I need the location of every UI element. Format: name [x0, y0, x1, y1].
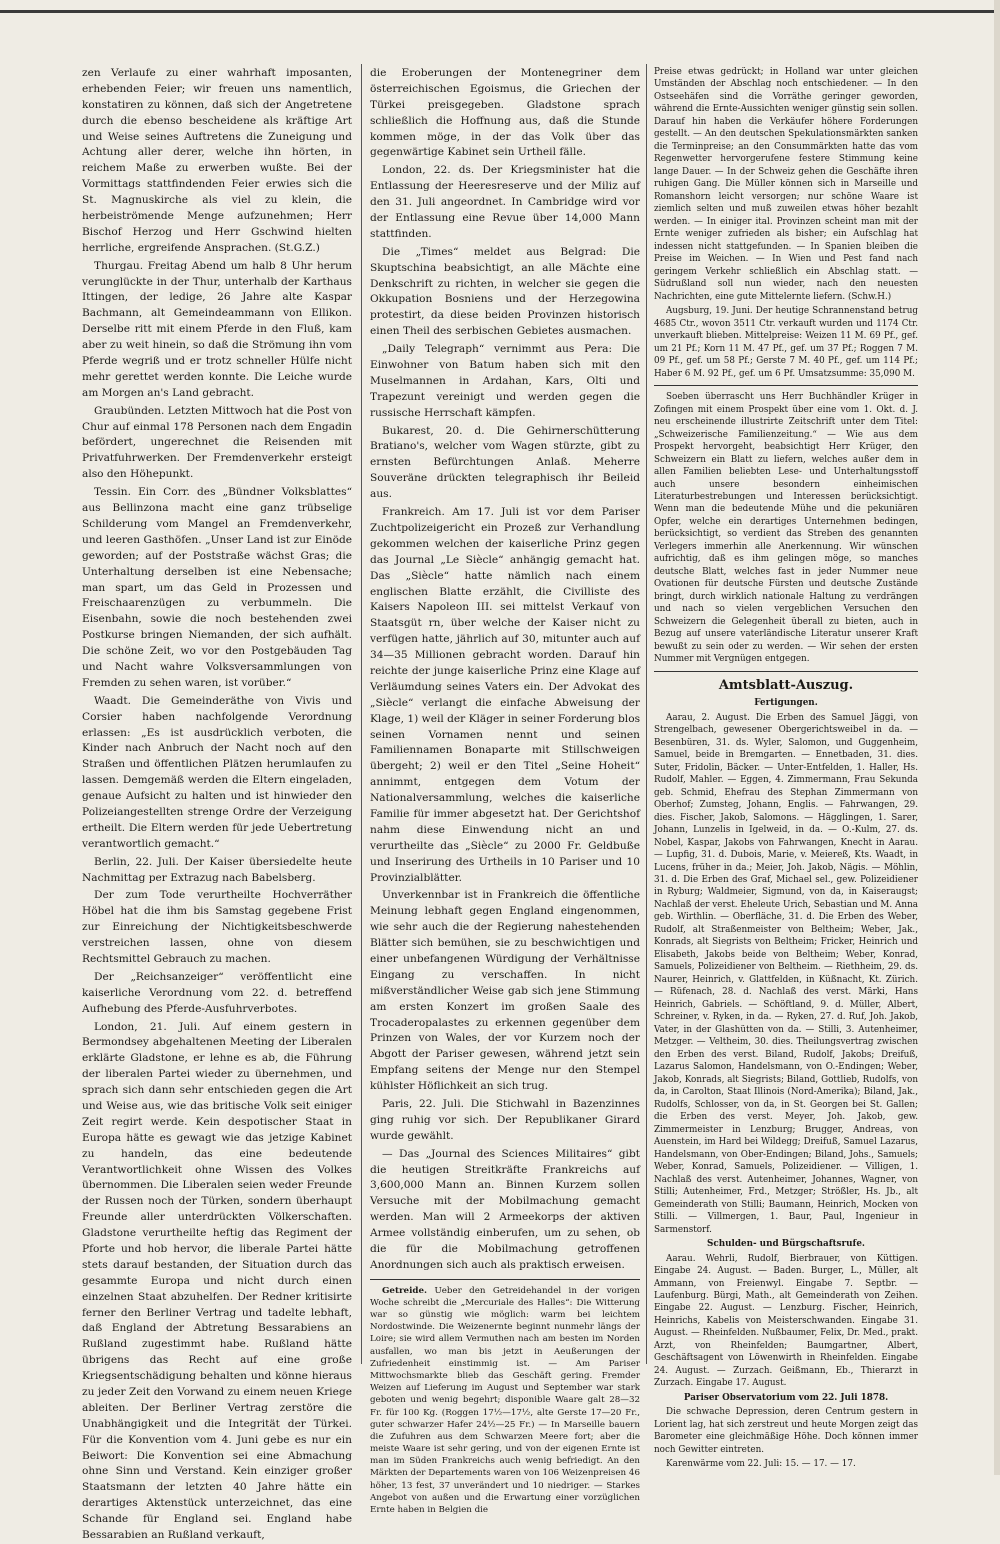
column-divider [646, 64, 647, 1364]
page-edge [994, 0, 1000, 1475]
fertigungen-list: Aarau, 2. August. Die Erben des Samuel Jäggi, von Strengelbach, gewesener Obergerichtsweibel in da. — Besenbüren, 31. ds. Wyler, Salomon, und Guggenheim, Samuel, beide in Bremgarten. — Ennetbaden, 31. dies. Suter, Fridolin, Bäcker. — Unter-Entfelden, 1. Haller, Hs. Rudolf, Mahler. — Eggen, 4. Zimmermann, Frau Sekunda geb. Schmid, Ehefrau des Stephan Zimmermann von Oberhof; Zumsteg, Johann, Englis. — Fahrwangen, 29. dies. Fischer, Jakob, Salomons. — Hägglingen, 1. Sarer, Johann, Lunzelis in Igelweid, in da. — O.-Kulm, 27. ds. Nobel, Kaspar, Jakobs von Fahrwangen, Knecht in Aarau. — Lupfig, 31. d. Dubois, Marie, v. Meiereß, Kts. Waadt, in Lucens, früher in da.; Meier, Joh. Jakob, Nägis. — Möhlin, 31. d. Die Erben des Graf, Michael sel., gew. Polizeidiener in Ryburg; Waldmeier, Sigmund, von da, in Kaiseraugst; Nachlaß der verst. Eheleute Urich, Sebastian und M. Anna geb. Wirthlin. — Oberfläche, 31. d. Die Erben des Weber, Rudolf, alt Straßenmeister von Beltheim; Weber, Jak., Konrads, alt Siegrists von Beltheim; Fricker, Heinrich und Elisabeth, Jakobs beide von Beltheim; Weber, Konrad, Samuels, Polizeidiener von Beltheim. — Riethheim, 29. ds. Naurer, Heinrich, v. Glattfelden, in Küßnacht, Kt. Zürich. — Rüfenach, 28. d. Nachlaß des verst. Märki, Hans Heinrich, Gabriels. — Schöftland, 9. d. Müller, Albert, Schreiner, v. Ryken, in da. — Ryken, 27. d. Ruf, Joh. Jakob, Vater, in der Glashütten von da. — Stilli, 3. Autenheimer, Metzger. — Veltheim, 30. dies. Theilungsvertrag zwischen den Erben des verst. Biland, Rudolf, Jakobs; Dreifuß, Lazarus Salomon, Handelsmann, von O.-Endingen; Weber, Jakob, Konrads, alt Siegrists; Biland, Gottlieb, Rudolfs, von da, in Carolton, Staat Illinois (Nord-Amerika); Biland, Jak., Rudolfs, Schlosser, von da, in St. Georgen bei St. Gallen; die Erben des verst. Meyer, Joh. Jakob, gew. Zimmermeister in Lenzburg; Brugger, Andreas, von Auenstein, im Hard bei Wildegg; Dreifuß, Samuel Lazarus, Handelsmann, von Ober-Endingen; Biland, Johs., Samuels; Weber, Konrad, Samuels, Polizeidiener. — Villigen, 1. Nachlaß des verst. Autenheimer, Johannes, Wagner, von Stilli; Autenheimer, Frd., Metzger; Strößler, Hs. Jb., alt Gemeinderath von Stilli; Baumann, Heinrich, Mocken von Stilli. — Villmergen, 1. Baur, Paul, Ingenieur in Sarmenstorf. [654, 712, 918, 1235]
warme-readout: Karenwärme vom 22. Juli: 15. — 17. — 17. [666, 1459, 856, 1470]
observatorium-text: Die schwache Depression, deren Centrum gestern in Lorient lag, hat sich zerstreut und heute Morgen zeigt das Barometer eine gleichmäßige Höhe. Doch können immer noch Gewitter eintreten. [654, 1407, 918, 1455]
schulden-heading: Schulden- und Bürgschaftsrufe. [706, 1239, 865, 1250]
augsburg-report: Augsburg, 19. Juni. Der heutige Schrannenstand betrug 4685 Ctr., wovon 3511 Ctr. verkauft wurden und 1174 Ctr. unverkauft blieben. Mittelpreise: Weizen 11 M. 69 Pf., gef. um 21 Pf.; Korn 11 M. 47 Pf., gef. um 37 Pf.; Roggen 7 M. 09 Pf., gef. um 58 Pf.; Gerste 7 M. 40 Pf., gef. um 114 Pf.; Haber 6 M. 92 Pf., gef. um 6 Pf. Umsatzsumme: 35,090 M. [654, 306, 918, 379]
amtsblatt-title: Amtsblatt-Auszug. [718, 677, 854, 693]
kruger-announcement: Soeben überrascht uns Herr Buchhändler Krüger in Zofingen mit einem Prospekt über eine vom 1. Okt. d. J. neu erscheinende illustrirte Zeitschrift unter dem Titel: „Schweizerische Familienzeitung.“ — Wie aus dem Prospekt hervorgeht, beabsichtigt Herr Krüger, den Schweizern ein Blatt zu liefern, welches außer dem in allen Familien beliebten Lese- und Unterhaltungsstoff auch unsere besondern einheimischen Literaturbestrebungen und Interessen berücksichtigt. Wenn man die bedeutende Mühe und die pekuniären Opfer, welche ein derartiges Unternehmen bedingen, berücksichtigt, so verdient das Streben des genannten Verlegers immerhin alle Anerkennung. Wir wünschen aufrichtig, daß es ihm gelingen möge, so manches deutsche Blatt, welches fast in jeder Nummer neue Ovationen für deutsche Fürsten und deutsche Zustände bringt, durch wirklich nationale Haltung zu verdrängen und nach so vielen vergeblichen Versuchen den Schweizern die Gelegenheit überall zu bieten, auch in Bezug auf unsere vaterländische Literatur unserer Kraft bewußt zu sein oder zu werden. — Wir sehen der ersten Nummer mit Vergnügen entgegen. [654, 392, 918, 665]
article-thurgau: Thurgau. Freitag Abend um halb 8 Uhr herum verunglückte in der Thur, unterhalb der Karthaus Ittingen, der ledige, 26 Jahre alte Kaspar Bachmann, alt Gemeindeammann von Ellikon. Derselbe ritt mit einem Pferde in den Fluß, kam aber zu weit hinein, so daß die Strömung ihn vom Pferde wegriß und er trotz schneller Hülfe nicht mehr gerettet werden konnte. Die Leiche wurde am Morgen an's Land gebracht. [82, 259, 352, 399]
article-berlin: Berlin, 22. Juli. Der Kaiser übersiedelte heute Nachmittag per Extrazug nach Babelsberg. [82, 855, 352, 884]
article-paragraph: die Eroberungen der Montenegriner dem österreichischen Egoismus, die Griechen der Türkei preisgegeben. Gladstone sprach schließlich die Hoffnung aus, daß die Stunde kommen möge, in der das Volk über das gegenwärtige Kabinet sein Urtheil fälle. [370, 67, 640, 159]
column-divider [361, 64, 362, 1364]
observatorium-heading: Pariser Observatorium vom 22. Juli 1878. [683, 1392, 889, 1403]
article-london: London, 21. Juli. Auf einem gestern in Bermondsey abgehaltenen Meeting der Liberalen erklärte Gladstone, er lehne es ab, die Führung der liberalen Partei wieder zu übernehmen, und sprach sich dann sehr entschieden gegen die Art und Weise aus, wie das britische Volk seit einiger Zeit regirt werde. Kein despotischer Staat in Europa hätte es gewagt wie das jetzige Kabinet zu handeln, das eine bedeutende Verantwortlichkeit ohne Wissen des Volkes übernommen. Die Liberalen seien weder Freunde der Russen noch der Türken, sondern überhaupt Freunde aller unterdrückten Völkerschaften. Gladstone verurtheilte heftig das Regiment der Pforte und hob hervor, die liberale Partei hätte stets darauf bestanden, der Situation durch das gesammte Europa und nicht durch einen einzelnen Staat abzuhelfen. Der Redner kritisirte ferner den Berliner Vertrag und tadelte lebhaft, daß England der Abtretung Bessarabiens an Rußland zugestimmt habe. Rußland hätte übrigens das Recht auf eine große Kriegsentschädigung behalten und könne hieraus zu jeder Zeit den Vorwand zu einem neuen Kriege ableiten. Der Berliner Vertrag zerstöre die Unabhängigkeit und die Integrität der Türkei. Für die Konvention vom 4. Juni gebe es nur ein Beiwort: Die Konvention sei eine Abmachung ohne Sinn und Verstand. Kein einziger großer Staatsmann der letzten 40 Jahre hätte ein derartiges Aktenstück unterzeichnet, das eine Schande für England sei. England habe Bessarabien an Rußland verkauft, [82, 1020, 352, 1542]
schulden-list: Aarau. Wehrli, Rudolf, Bierbrauer, von Küttigen. Eingabe 24. August. — Baden. Burger, L., Müller, alt Ammann, von Freienwyl. Eingabe 7. Septbr. — Laufenburg. Bürgi, Math., alt Gemeinderath von Zeihen. Eingabe 22. August. — Lenzburg. Fischer, Heinrich, Heinrichs, Kabelis von Meisterschwanden. Eingabe 31. August. — Rheinfelden. Nußbaumer, Felix, Dr. Med., prakt. Arzt, von Rheinfelden; Baumgartner, Albert, Geschäftsagent von Löwenwirth in Rheinfelden. Eingabe 24. August. — Zurzach. Geißmann, Eb., Thierarzt in Zurzach. Eingabe 17. August. [654, 1253, 918, 1389]
article-paris: Paris, 22. Juli. Die Stichwahl in Bazenzinnes ging ruhig vor sich. Der Republikaner Girard wurde gewählt. [370, 1098, 640, 1142]
article-times: Die „Times“ meldet aus Belgrad: Die Skuptschina beabsichtigt, an alle Mächte eine Denkschrift zu richten, in welcher sie gegen die Okkupation Bosniens und der Herzegowina protestirt, da diese beiden Provinzen historisch einen Theil des serbischen Gebietes ausmachen. [370, 245, 640, 338]
article-bukarest: Bukarest, 20. d. Die Gehirnerschütterung Bratiano's, welcher vom Wagen stürzte, gibt zu ernsten Befürchtungen Anlaß. Meherre Souveräne drückten telegraphisch ihr Beileid aus. [370, 424, 640, 501]
article-paragraph: zen Verlaufe zu einer wahrhaft imposanten, erhebenden Feier; wir freuen uns namentlich, konstatiren zu können, daß sich der Angetretene durch die ebenso bescheidene als kräftige Art und Weise seines Auftretens die Zuneigung und Achtung aller derer, welche ihn hörten, in reichem Maße zu erwerben wußte. Bei der Vormittags stattfindenden Feier erwies sich die St. Magnuskirche als viel zu klein, die herbeiströmende Menge aufzunehmen; Herr Bischof Herzog und Herr Gschwind hielten herrliche, ergreifende Ansprachen. (St.G.Z.) [82, 67, 352, 254]
section-divider [370, 1279, 640, 1280]
article-waadt: Waadt. Die Gemeinderäthe von Vivis und Corsier haben nachfolgende Verordnung erlassen: „Es ist ausdrücklich verboten, die Kinder nach Anbruch der Nacht noch auf den Straßen und öffentlichen Plätzen herumlaufen zu lassen. Demgemäß werden die Eltern eingeladen, genaue Aufsicht zu halten und ist hinwieder den Polizeiangestellten strenge Ordre der Verzeigung ertheilt. Die Eltern werden für jede Uebertretung verantwortlich gemacht.“ [82, 694, 352, 850]
article-graubuenden: Graubünden. Letzten Mittwoch hat die Post von Chur auf einmal 178 Personen nach dem Engadin befördert, ungerechnet die Reisenden mit Privatfuhrwerken. Der Fremdenverkehr ersteigt also den Höhepunkt. [82, 404, 352, 481]
column-2 [370, 66, 641, 1515]
section-divider [654, 671, 918, 672]
article-paragraph: Der zum Tode verurtheilte Hochverräther Höbel hat die ihm bis Samstag gegebene Frist zur Einreichung der Nichtigkeitsbeschwerde verstreichen lassen, ohne von diesem Rechtsmittel Gebrauch zu machen. [82, 889, 352, 965]
getreide-report [370, 1285, 640, 1516]
column-1 [82, 66, 352, 1542]
article-london: London, 22. ds. Der Kriegsminister hat die Entlassung der Heeresreserve und der Miliz auf den 31. Juli angeordnet. In Cambridge wird vor der Entlassung eine Revue über 14,000 Mann stattfinden. [370, 164, 640, 240]
column-3 [654, 66, 918, 1470]
section-divider [654, 385, 918, 386]
grain-market-text: Preise etwas gedrückt; in Holland war unter gleichen Umständen der Abschlag noch entschiedener. — In den Ostseehäfen sind die Vorräthe geringer geworden, während die Ernte-Aussichten weniger günstig sein sollen. Darauf hin haben die Verkäufer höhere Forderungen gestellt. — An den deutschen Spekulationsmärkten sanken die Terminpreise; an den Consummärkten hatte das vom Regenwetter hervorgerufene festere Stimmung keine lange Dauer. — In der Schweiz gehen die Geschäfte ihren ruhigen Gang. Die Müller können sich in Marseille und Romanshorn leicht versorgen; nur schöne Waare ist ziemlich selten und muß zuweilen etwas höher bezahlt werden. — In einiger ital. Provinzen scheint man mit der Ernte weniger zufrieden als bisher; ein Aufschlag hat indessen nicht stattgefunden. — In Spanien bleiben die Preise im Weichen. — In Wien und Pest fand nach geringem Verkehr schließlich ein Abschlag statt. — Südrußland soll nun wieder, nach den neuesten Nachrichten, eine gute Mittelernte liefern. (Schw.H.) [654, 67, 918, 302]
article-paragraph: — Das „Journal des Sciences Militaires“ gibt die heutigen Streitkräfte Frankreichs auf 3,600,000 Mann an. Binnen Kurzem sollen Versuche mit der Mobilmachung gemacht werden. Man will 2 Armeekorps der aktiven Armee vollständig einberufen, um zu sehen, ob die für die Mobilmachung getroffenen Anordnungen sich auch als praktisch erweisen. [370, 1147, 640, 1271]
article-paragraph: Unverkennbar ist in Frankreich die öffentliche Meinung lebhaft gegen England eingenommen, wie sehr auch die der Regierung nahestehenden Blätter sich bemühen, sie zu beschwichtigen und einer unbefangenen Würdigung der Verhältnisse Eingang zu verschaffen. In nicht mißverständlicher Weise gab sich jene Stimmung am ersten Konzert im großen Saale des Trocaderopalastes zu erkennen gegenüber dem Prinzen von Wales, der vor Kurzem noch der Abgott der Pariser gewesen, während jetzt sein Empfang seitens der Menge nur den Stempel kühlster Höflichkeit an sich trug. [370, 889, 640, 1093]
article-tessin: Tessin. Ein Corr. des „Bündner Volksblattes“ aus Bellinzona macht eine ganz trübselige Schilderung vom Mangel an Fremdenverkehr, und leeren Gasthöfen. „Unser Land ist zur Einöde geworden; auf der Poststraße wächst Gras; die Unterhaltung derselben ist eine Nebensache; man spart, um das Geld in Prozessen und Freischaarenzügen zu verbummeln. Die Eisenbahn, sowie die noch bestehenden zwei Postkurse bringen Niemanden, der sich aufhält. Die schöne Zeit, wo vor den Postgebäuden Tag und Nacht wahre Volksversammlungen von Fremden zu sehen waren, ist vorüber.“ [82, 486, 352, 689]
fertigungen-heading: Fertigungen. [754, 698, 818, 709]
getreide-heading: Getreide. [382, 1285, 427, 1296]
article-paragraph: Der „Reichsanzeiger“ veröffentlicht eine kaiserliche Verordnung vom 22. d. betreffend Aufhebung des Pferde-Ausfuhrverbotes. [82, 970, 352, 1015]
article-frankreich: Frankreich. Am 17. Juli ist vor dem Pariser Zuchtpolizeigericht ein Prozeß zur Verhandlung gekommen welchen der kaiserliche Prinz gegen das Journal „Le Siècle“ anhängig gemacht hat. Das „Siècle“ hatte nämlich nach einem englischen Blatte erzählt, die Civilliste des Kaisers Napoleon III. sei mittelst Verkauf von Staatsgüt rn, über welche der Kaiser nicht zu verfügen hatte, jährlich auf 30, mitunter auch auf 34—35 Millionen gebracht worden. Darauf hin reichte der junge kaiserliche Prinz eine Klage auf Verläumdung seines Vaters ein. Der Advokat des „Siècle“ verlangt die einfache Abweisung der Klage, 1) weil der Kläger in seiner Forderung blos seinen Vornamen nennt und seinen Familiennamen Bonaparte mit Stillschweigen übergeht; 2) weil er den Titel „Seine Hoheit“ annimmt, entgegen dem Votum der Nationalversammlung, welches die kaiserliche Familie für immer abgesetzt hat. Der Gerichtshof nahm diese Einwendung nicht an und verurtheilte das „Siècle“ zu 2000 Fr. Geldbuße und Inserirung des Urtheils in 10 Pariser und 10 Provinzialblätter. [370, 506, 641, 884]
getreide-text: Ueber den Getreidehandel in der vorigen Woche schreibt die „Mercuriale des Halles“: Die Witterung war so günstig wie möglich: warm bei leichtem Nordostwinde. Die Weizenernte beginnt nunmehr längs der Loire; sie wird allem Vermuthen nach am besten im Norden ausfallen, wo man bis jetzt in Aeußerungen der Zufriedenheit einstimmig ist. — Am Pariser Mittwochsmarkte blieb das Geschäft gering. Fremder Weizen auf Lieferung im August und September war stark geboten und wenig begehrt; disponible Waare galt 28—32 Fr. für 100 Kg. (Roggen 17½—17½, alte Gerste 17—20 Fr., guter schwarzer Hafer 24½—25 Fr.) — In Marseille bauern die Zufuhren aus dem Schwarzen Meere fort; aber die meiste Waare ist sehr gering, und von der eigenen Ernte ist man im Süden Frankreichs auch wenig befriedigt. An den Märkten der Departements waren von 106 Weizenpreisen 46 höher, 13 fest, 37 unverändert und 10 niedriger. — Starkes Angebot von außen und die Erwartung einer vorzüglichen Ernte haben in Belgien die [370, 1285, 641, 1515]
top-edge-rule [0, 10, 1000, 13]
article-pera: „Daily Telegraph“ vernimmt aus Pera: Die Einwohner von Batum haben sich mit den Muselmannen in Ardahan, Kars, Olti und Trapezunt vereinigt und werden gegen die russische Herrschaft kämpfen. [370, 343, 640, 419]
